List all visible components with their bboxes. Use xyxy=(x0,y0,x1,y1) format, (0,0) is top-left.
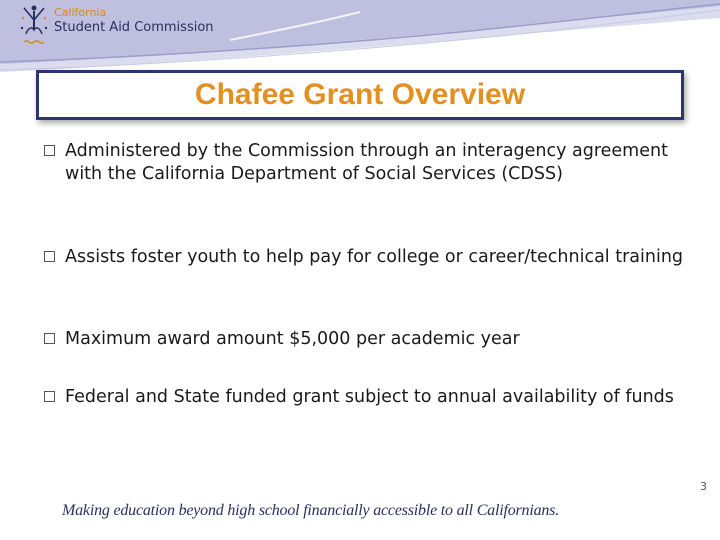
org-name-small: California xyxy=(54,6,107,19)
bullet-item xyxy=(44,386,684,409)
checkbox-bullet-icon xyxy=(44,391,55,402)
bullet-text: Federal and State funded grant subject to annual availability of funds xyxy=(65,387,674,407)
footer-tagline: Making education beyond high school financially accessible to all Californians. xyxy=(62,502,560,519)
bullet-item xyxy=(44,140,684,186)
title-box xyxy=(36,70,684,120)
header-swoosh-decoration xyxy=(0,0,720,80)
checkbox-bullet-icon xyxy=(44,333,55,344)
bullet-text: Assists foster youth to help pay for college or career/technical training xyxy=(65,247,684,267)
checkbox-bullet-icon xyxy=(44,145,55,156)
bullet-item xyxy=(44,328,684,351)
bullet-text: Administered by the Commission through an interagency agreement with the California Department of Social Services (CDSS) xyxy=(65,141,668,184)
slide-title: Chafee Grant Overview xyxy=(194,78,526,111)
bullet-text: Maximum award amount $5,000 per academic year xyxy=(65,329,520,349)
org-name-main: Student Aid Commission xyxy=(54,20,214,35)
checkbox-bullet-icon xyxy=(44,251,55,262)
page-number: 3 xyxy=(700,480,707,493)
commission-logo-icon xyxy=(20,4,48,50)
bullet-item xyxy=(44,246,684,269)
